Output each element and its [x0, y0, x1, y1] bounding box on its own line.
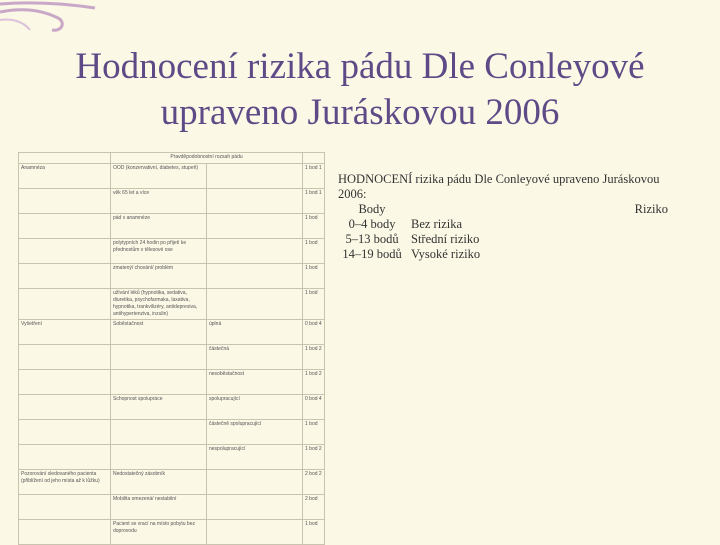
table-cell-item: Soběstačnost [111, 320, 207, 345]
legend-row [338, 217, 708, 232]
table-cell-points: 1 bod [303, 264, 325, 289]
table-cell-item: Mobilita omezená/ nestabilní [111, 495, 207, 520]
table-header-row [19, 153, 325, 164]
table-row [19, 214, 325, 239]
table-cell-detail [207, 264, 303, 289]
table-cell-detail [207, 520, 303, 545]
table-cell-item [111, 345, 207, 370]
table-cell-category [19, 214, 111, 239]
table-header-blank [303, 153, 325, 164]
table-cell-points: 1 bod 1 [303, 164, 325, 189]
table-cell-category [19, 370, 111, 395]
table-cell-detail [207, 495, 303, 520]
table-cell-detail [207, 164, 303, 189]
legend-heading-row [338, 187, 708, 202]
table-cell-detail [207, 289, 303, 320]
table-cell-category [19, 445, 111, 470]
table-cell-detail: spolupracující [207, 395, 303, 420]
table-cell-detail [207, 189, 303, 214]
table-cell-points: 1 bod [303, 420, 325, 445]
title-line-1: Hodnocení rizika pádu Dle Conleyové [75, 46, 645, 87]
table-row [19, 320, 325, 345]
table-cell-detail [207, 470, 303, 495]
table-cell-category: Anamnéza [19, 164, 111, 189]
table-row [19, 420, 325, 445]
table-cell-category [19, 420, 111, 445]
legend-col-risk: Riziko [634, 201, 668, 216]
table-cell-points: 1 bod [303, 239, 325, 264]
risk-legend [338, 172, 708, 262]
risk-assessment-table [18, 152, 324, 545]
legend-points: 14–19 bodů [342, 246, 402, 261]
table-cell-item: věk 65 let a více [111, 189, 207, 214]
table-cell-category [19, 289, 111, 320]
table-cell-item: Pacient se vrací na místo pobytu bez doprovodu [111, 520, 207, 545]
table-cell-points: 0 bod 4 [303, 320, 325, 345]
table-cell-detail: úplná [207, 320, 303, 345]
slide-title [20, 44, 700, 136]
legend-heading-2: 2006: [338, 186, 367, 201]
table-cell-category: Pozorování sledovaného pacienta (přiblížení od jeho místa až k lůžku) [19, 470, 111, 495]
table-cell-category [19, 395, 111, 420]
table-cell-item: Nedostatečný zásobník [111, 470, 207, 495]
table-cell-points: 1 bod 2 [303, 445, 325, 470]
table-cell-points: 1 bod 1 [303, 189, 325, 214]
table-cell-item: OOD (konzervativní, diabetes, stupeň) [111, 164, 207, 189]
table-header-blank [19, 153, 111, 164]
table-cell-points: 1 bod [303, 214, 325, 239]
table-cell-item: zmatený/ chování/ problém [111, 264, 207, 289]
table-row [19, 445, 325, 470]
table-cell-category [19, 239, 111, 264]
table-cell-category [19, 189, 111, 214]
table-row [19, 189, 325, 214]
table-cell-category: Vyšetření [19, 320, 111, 345]
table-cell-points: 1 bod [303, 289, 325, 320]
legend-row [338, 247, 708, 262]
legend-risk: Bez rizika [411, 216, 463, 231]
legend-risk: Střední riziko [411, 231, 480, 246]
table-row [19, 395, 325, 420]
legend-col-points: Body [358, 201, 386, 216]
legend-column-headers [338, 202, 708, 217]
corner-swirl-ornament [0, 0, 110, 50]
table-cell-detail: nespolupracující [207, 445, 303, 470]
table-row [19, 345, 325, 370]
table-cell-category [19, 495, 111, 520]
table-cell-points: 2 bod 2 [303, 470, 325, 495]
table-cell-points: 0 bod 4 [303, 395, 325, 420]
table-cell-detail [207, 214, 303, 239]
table-row [19, 264, 325, 289]
table-row [19, 239, 325, 264]
table-cell-detail [207, 239, 303, 264]
table-cell-item: Schopnost spolupráce [111, 395, 207, 420]
table-row [19, 370, 325, 395]
table-row [19, 164, 325, 189]
legend-points: 5–13 bodů [345, 231, 399, 246]
table-cell-item: užívání léků (hypnotika, sedativa, diuretika, psychofarmaka, laxativa, hypnotika, trankvilizéry, antidepresiva, antihypertenziva, inzulin) [111, 289, 207, 320]
table-cell-category [19, 520, 111, 545]
legend-risk: Vysoké riziko [411, 246, 481, 261]
legend-heading-1: HODNOCENÍ rizika pádu Dle Conleyové upraveno Juráskovou [338, 172, 660, 186]
table-row [19, 470, 325, 495]
table-cell-item: polytypních 24 hodin po přijetí ke přednostům v tělesové ose [111, 239, 207, 264]
table-cell-points: 1 bod 2 [303, 345, 325, 370]
table-row [19, 495, 325, 520]
table-cell-category [19, 264, 111, 289]
table-cell-item [111, 370, 207, 395]
table-cell-item [111, 445, 207, 470]
table-cell-item: pád v anamnéze [111, 214, 207, 239]
table-cell-detail: částečná [207, 345, 303, 370]
table-cell-points: 2 bod [303, 495, 325, 520]
table-cell-points: 1 bod 2 [303, 370, 325, 395]
table-cell-points: 1 bod [303, 520, 325, 545]
table-row [19, 520, 325, 545]
table-row [19, 289, 325, 320]
title-line-2: upraveno Juráskovou 2006 [160, 92, 560, 133]
table-cell-detail: nesoběstačnost [207, 370, 303, 395]
legend-points: 0–4 body [348, 216, 396, 231]
legend-row [338, 232, 708, 247]
table-cell-category [19, 345, 111, 370]
table-cell-detail: částečně spolupracující [207, 420, 303, 445]
table-cell-item [111, 420, 207, 445]
table-header: Pravděpodobnostní rozsah pádu [111, 153, 303, 164]
